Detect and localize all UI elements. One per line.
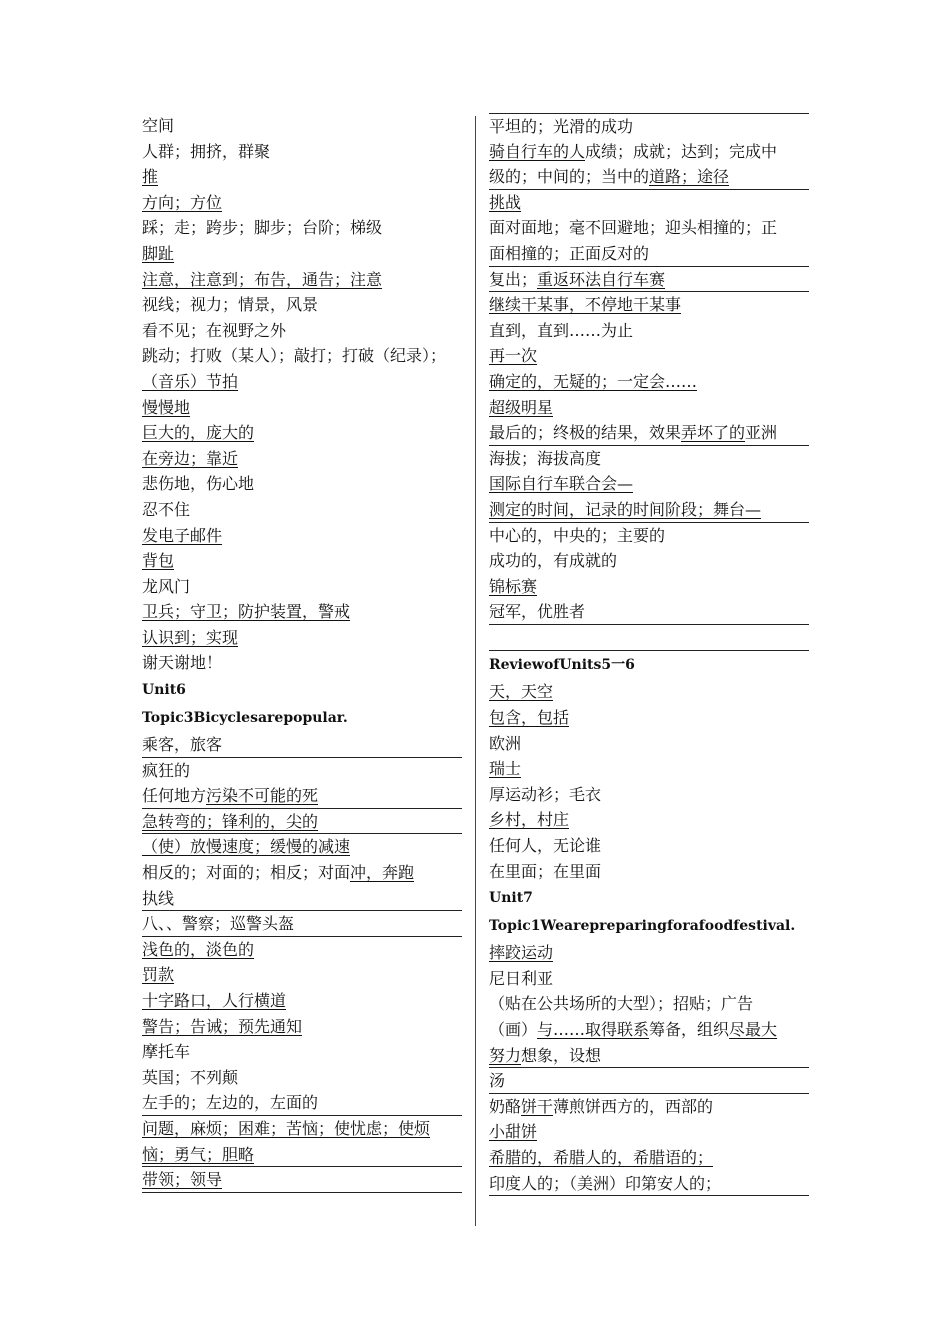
line-text: 视线；视力；情景，风景: [142, 295, 319, 315]
line-text: 厚运动衫；毛衣: [489, 784, 602, 804]
line-text: 锦标赛: [489, 576, 538, 596]
line-text: 确定的，无疑的；一定会……: [489, 371, 698, 391]
vocab-line: [489, 164, 809, 190]
vocab-line: [142, 834, 462, 860]
vocab-line: [489, 548, 809, 574]
line-text: 乘客，旅客: [142, 735, 223, 755]
vocab-line: [142, 625, 462, 651]
line-text: 乡村，村庄: [489, 810, 570, 830]
line-text: 级的；中间的；当中的: [489, 167, 650, 187]
vocab-line: [489, 782, 809, 808]
vocab-line: [489, 446, 809, 472]
line-text: 面对面地；毫不回避地；迎头相撞的；正: [489, 218, 778, 238]
vocab-line: [142, 548, 462, 574]
line-text: Topic3Bicyclesarepopular.: [142, 710, 348, 727]
line-text: 摩托车: [142, 1042, 191, 1062]
vocab-line: [489, 1017, 809, 1043]
vocab-line: [142, 860, 462, 886]
vocab-line: [489, 807, 809, 833]
line-text: 忍不住: [142, 499, 191, 519]
vocab-line: [489, 731, 809, 757]
line-text: 汤: [489, 1071, 506, 1091]
vocab-line: [142, 1142, 462, 1168]
line-text: 执线: [142, 888, 175, 908]
line-text: Unit7: [489, 890, 533, 907]
line-text: 奶酪: [489, 1096, 522, 1116]
column-divider: [475, 116, 476, 1226]
vocab-line: [142, 886, 462, 912]
line-text: 龙风门: [142, 576, 191, 596]
line-text: 亚洲: [745, 423, 778, 443]
line-text: 继续干某事，不停地干某事: [489, 295, 682, 315]
vocab-line: [142, 343, 462, 369]
vocab-line: [142, 139, 462, 165]
vocab-line: [489, 420, 809, 446]
line-text: 欧洲: [489, 733, 522, 753]
line-text: 罚款: [142, 965, 175, 985]
vocab-line: [142, 732, 462, 758]
line-text: 瑞士: [489, 759, 522, 779]
line-text: 跳动；打败（某人）；敲打；打破（纪录）；: [142, 346, 447, 366]
line-text: 任何地方: [142, 786, 207, 806]
left-column: [142, 113, 462, 1193]
vocab-line: [489, 343, 809, 369]
line-text: 薄煎饼西方的，西部的: [553, 1096, 714, 1116]
section-heading: [489, 912, 809, 940]
vocab-line: [489, 267, 809, 293]
right-column: [489, 113, 809, 1196]
vocab-line: [489, 991, 809, 1017]
line-text: 尼日利亚: [489, 968, 554, 988]
vocab-line: [489, 1068, 809, 1094]
vocab-line: [489, 1145, 809, 1171]
line-text: 发电子邮件: [142, 525, 223, 545]
line-text: 重返环法自行车赛: [537, 269, 666, 289]
vocab-line: [142, 497, 462, 523]
line-text: （使）放慢速度；缓慢的减速: [142, 837, 351, 857]
vocab-line: [142, 215, 462, 241]
line-text: 八、、警察；巡警头盔: [142, 914, 295, 934]
vocab-line: [142, 1065, 462, 1091]
line-text: 成绩；成就；达到；完成中: [585, 141, 778, 161]
line-text: 国际自行车联合会—: [489, 474, 634, 494]
line-text: ReviewofUnits5一6: [489, 657, 635, 674]
line-text: 复出；: [489, 269, 538, 289]
line-text: 恼；勇气；胆略: [142, 1144, 255, 1164]
section-heading: [489, 884, 809, 912]
line-text: 英国；不列颠: [142, 1067, 239, 1087]
vocab-line: [142, 599, 462, 625]
vocab-line: [142, 446, 462, 472]
vocab-line: [489, 966, 809, 992]
line-text: 方向；方位: [142, 192, 223, 212]
line-text: 测定的时间，记录的时间阶段；舞台—: [489, 499, 762, 519]
vocab-line: [142, 783, 462, 809]
line-text: 疯狂的: [142, 760, 191, 780]
vocab-line: [142, 1014, 462, 1040]
line-text: 相反的；对面的；相反；对面: [142, 863, 351, 883]
vocab-line: [142, 292, 462, 318]
line-text: 警告；告诫；预先通知: [142, 1016, 303, 1036]
line-text: 看不见；在视野之外: [142, 320, 287, 340]
section-heading: [142, 704, 462, 732]
line-text: 背包: [142, 551, 175, 571]
line-text: 小甜饼: [489, 1122, 538, 1142]
line-text: 挑战: [489, 192, 522, 212]
line-text: 再一次: [489, 346, 538, 366]
line-text: 成功的，有成就的: [489, 551, 618, 571]
vocab-line: [489, 679, 809, 705]
line-text: 推: [142, 167, 159, 187]
vocab-line: [142, 988, 462, 1014]
vocab-line: [489, 113, 809, 139]
vocab-line: [489, 599, 809, 625]
vocab-line: [142, 113, 462, 139]
vocab-line: [142, 395, 462, 421]
vocab-line: [489, 215, 809, 241]
vocab-line: [489, 1171, 809, 1197]
line-text: 脚趾: [142, 243, 175, 263]
line-text: 任何人，无论谁: [489, 836, 602, 856]
vocab-line: [489, 625, 809, 652]
vocab-line: [142, 267, 462, 293]
line-text: 空间: [142, 116, 175, 135]
line-text: 冲，奔跑: [350, 863, 415, 883]
line-text: 巨大的，庞大的: [142, 423, 255, 443]
line-text: 包含，包括: [489, 708, 570, 728]
line-text: 印度人的；（美洲）印第安人的；: [489, 1173, 722, 1193]
line-text: 浅色的，淡色的: [142, 939, 255, 959]
line-text: 注意，注意到；布告，通告；注意: [142, 269, 383, 289]
vocab-line: [142, 1039, 462, 1065]
vocab-line: [489, 369, 809, 395]
line-text: （贴在公共场所的大型）；招贴；广告: [489, 994, 754, 1014]
line-text: 骑自行车的人: [489, 141, 586, 161]
vocab-line: [489, 395, 809, 421]
section-heading: [489, 651, 809, 679]
line-text: 谢天谢地！: [142, 653, 223, 673]
vocab-line: [489, 523, 809, 549]
section-heading: [142, 676, 462, 704]
vocab-line: [489, 471, 809, 497]
vocab-line: [142, 190, 462, 216]
vocab-line: [142, 650, 462, 676]
line-text: 道路；途径: [649, 167, 730, 187]
vocab-line: [142, 962, 462, 988]
vocab-line: [142, 523, 462, 549]
line-text: 悲伤地，伤心地: [142, 474, 255, 494]
line-text: 在旁边；靠近: [142, 448, 239, 468]
line-text: 面相撞的；正面反对的: [489, 243, 650, 263]
vocab-line: [142, 574, 462, 600]
vocab-line: [489, 241, 809, 267]
line-text: 想象，设想: [521, 1045, 602, 1065]
line-text: 带领；领导: [142, 1170, 223, 1190]
line-text: Topic1Wearepreparingforafoodfestival.: [489, 918, 796, 935]
vocab-line: [489, 190, 809, 216]
line-text: 中心的，中央的；主要的: [489, 525, 666, 545]
vocab-line: [489, 139, 809, 165]
vocab-line: [489, 497, 809, 523]
line-text: 弄坏了的: [681, 423, 746, 443]
vocab-line: [489, 574, 809, 600]
vocab-line: [142, 911, 462, 937]
line-text: 问题，麻烦；困难；苦恼；使忧虑；使烦: [142, 1118, 431, 1138]
line-text: 十字路口，人行横道: [142, 991, 287, 1010]
vocab-line: [489, 1094, 809, 1120]
vocab-line: [142, 164, 462, 190]
vocab-line: [142, 420, 462, 446]
line-text: 平坦的；光滑的成功: [489, 117, 634, 136]
line-text: 污染不可能的死: [206, 786, 319, 806]
line-text: 冠军，优胜者: [489, 602, 586, 622]
line-text: 天，天空: [489, 682, 554, 702]
vocab-line: [489, 1119, 809, 1145]
vocab-line: [489, 1043, 809, 1069]
line-text: 在里面；在里面: [489, 861, 602, 881]
line-text: 希腊的，希腊人的，希腊语的；: [489, 1147, 714, 1167]
vocab-line: [142, 758, 462, 784]
vocab-line: [142, 471, 462, 497]
vocab-line: [489, 940, 809, 966]
vocab-line: [489, 705, 809, 731]
vocab-line: [142, 241, 462, 267]
vocab-line: [142, 369, 462, 395]
line-text: 饼干: [521, 1096, 554, 1116]
vocab-line: [489, 756, 809, 782]
line-text: （音乐）节拍: [142, 371, 239, 391]
vocab-line: [142, 937, 462, 963]
line-text: 尽最大: [729, 1020, 778, 1039]
vocab-line: [489, 292, 809, 318]
line-text: 与……取得联系: [537, 1020, 650, 1039]
line-text: 摔跤运动: [489, 943, 554, 963]
line-text: （画）: [489, 1020, 538, 1039]
vocab-line: [489, 833, 809, 859]
line-text: 最后的；终极的结果，效果: [489, 423, 682, 443]
vocab-line: [142, 318, 462, 344]
line-text: Unit6: [142, 682, 186, 699]
vocab-line: [489, 318, 809, 344]
line-text: 认识到；实现: [142, 627, 239, 647]
vocab-line: [142, 1116, 462, 1142]
line-text: 海拔；海拔高度: [489, 448, 602, 468]
line-text: 筹备，组织: [649, 1020, 730, 1039]
line-text: 直到，直到……为止: [489, 320, 634, 340]
line-text: 踩；走；跨步；脚步；台阶；梯级: [142, 218, 383, 238]
line-text: 卫兵；守卫；防护装置，警戒: [142, 602, 351, 622]
line-text: 人群；拥挤，群聚: [142, 141, 271, 161]
line-text: 慢慢地: [142, 397, 191, 417]
vocab-line: [142, 1167, 462, 1193]
line-text: 急转弯的；锋利的，尖的: [142, 811, 319, 831]
vocab-line: [489, 859, 809, 885]
line-text: 左手的；左边的，左面的: [142, 1093, 319, 1113]
vocab-line: [142, 809, 462, 835]
line-text: 努力: [489, 1045, 522, 1065]
vocab-line: [142, 1090, 462, 1116]
line-text: 超级明星: [489, 397, 554, 417]
